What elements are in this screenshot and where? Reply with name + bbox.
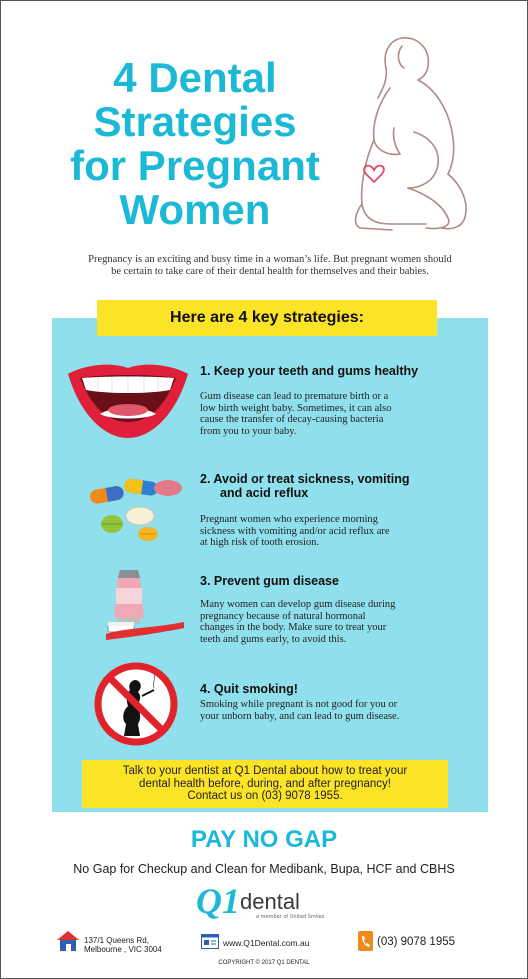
- strategy-3-line: teeth and gums early, to avoid this.: [200, 633, 347, 645]
- intro-paragraph: [52, 254, 488, 278]
- intro-line: be certain to take care of their dental health for themselves and their babies.: [111, 266, 429, 277]
- footer-address: [84, 936, 162, 954]
- strategy-2-line: at high risk of tooth erosion.: [200, 537, 319, 548]
- copyright: COPYRIGHT © 2017 Q1 DENTAL: [218, 960, 310, 966]
- strategy-1-line: cause the transfer of decay-causing bacteria: [200, 414, 384, 425]
- strategy-4-line: Smoking while pregnant is not good for you or: [200, 699, 398, 710]
- phone-icon: [358, 931, 373, 951]
- strategy-2-body: [200, 514, 440, 549]
- strategy-2-title: [200, 472, 410, 500]
- strategy-1-body: [200, 391, 440, 437]
- title-line: Women: [119, 186, 271, 233]
- q1-logo-mark: Q1: [196, 881, 240, 921]
- logo-tagline: a member of United Smiles: [256, 914, 325, 920]
- strategies-banner: Here are 4 key strategies:: [97, 300, 437, 336]
- page-title: [40, 56, 350, 232]
- strategy-3-line: changes in the body. Make sure to treat your: [200, 622, 387, 633]
- strategy-2-title-line: 2. Avoid or treat sickness, vomiting: [200, 472, 410, 486]
- lips-icon: [66, 360, 190, 442]
- footer-phone[interactable]: (03) 9078 1955: [377, 936, 456, 948]
- title-line: for Pregnant: [70, 142, 320, 189]
- strategy-3-line: Many women can develop gum disease during: [200, 599, 396, 610]
- strategy-3-title: 3. Prevent gum disease: [200, 574, 339, 588]
- no-gap-text: No Gap for Checkup and Clean for Medibank, Bupa, HCF and CBHS: [73, 862, 455, 876]
- strategy-4-line: your unborn baby, and can lead to gum disease.: [200, 710, 400, 722]
- strategy-2-title-line: and acid reflux: [220, 486, 309, 500]
- q1-logo-text: dental: [240, 889, 300, 914]
- toothbrush-icon: [104, 566, 186, 644]
- cta-line: Contact us on (03) 9078 1955.: [187, 790, 343, 802]
- title-line: Strategies: [93, 98, 297, 145]
- strategy-1-line: Gum disease can lead to premature birth or a: [200, 391, 389, 402]
- strategy-2-line: Pregnant women who experience morning: [200, 514, 378, 525]
- strategy-1-line: from you to your baby.: [200, 425, 297, 437]
- title-line: 4 Dental: [113, 54, 277, 101]
- no-smoking-icon: [92, 660, 180, 748]
- pills-icon: [88, 474, 186, 544]
- house-icon: [56, 930, 80, 952]
- contact-callout: [82, 760, 448, 808]
- pregnant-woman-illustration: [330, 28, 490, 243]
- cta-line: Talk to your dentist at Q1 Dental about how to treat your: [122, 765, 408, 777]
- intro-line: Pregnancy is an exciting and busy time in a woman’s life. But pregnant women should: [88, 254, 452, 265]
- address-line: 137/1 Queens Rd,: [84, 936, 149, 945]
- cta-line: dental health before, during, and after pregnancy!: [139, 777, 391, 790]
- strategy-4-body: [200, 699, 440, 722]
- website-icon: [201, 934, 219, 949]
- strategy-3-line: pregnancy because of natural hormonal: [200, 610, 366, 622]
- strategy-3-body: [200, 599, 440, 645]
- strategy-1-line: low birth weight baby. Sometimes, it can also: [200, 402, 392, 414]
- strategy-2-line: sickness with vomiting and/or acid reflux are: [200, 525, 390, 537]
- strategy-1-title: 1. Keep your teeth and gums healthy: [200, 364, 419, 378]
- strategy-4-title: 4. Quit smoking!: [200, 682, 298, 696]
- footer-website[interactable]: www.Q1Dental.com.au: [223, 938, 310, 948]
- address-line: Melbourne , VIC 3004: [84, 945, 162, 954]
- pay-no-gap-heading: PAY NO GAP: [190, 826, 338, 853]
